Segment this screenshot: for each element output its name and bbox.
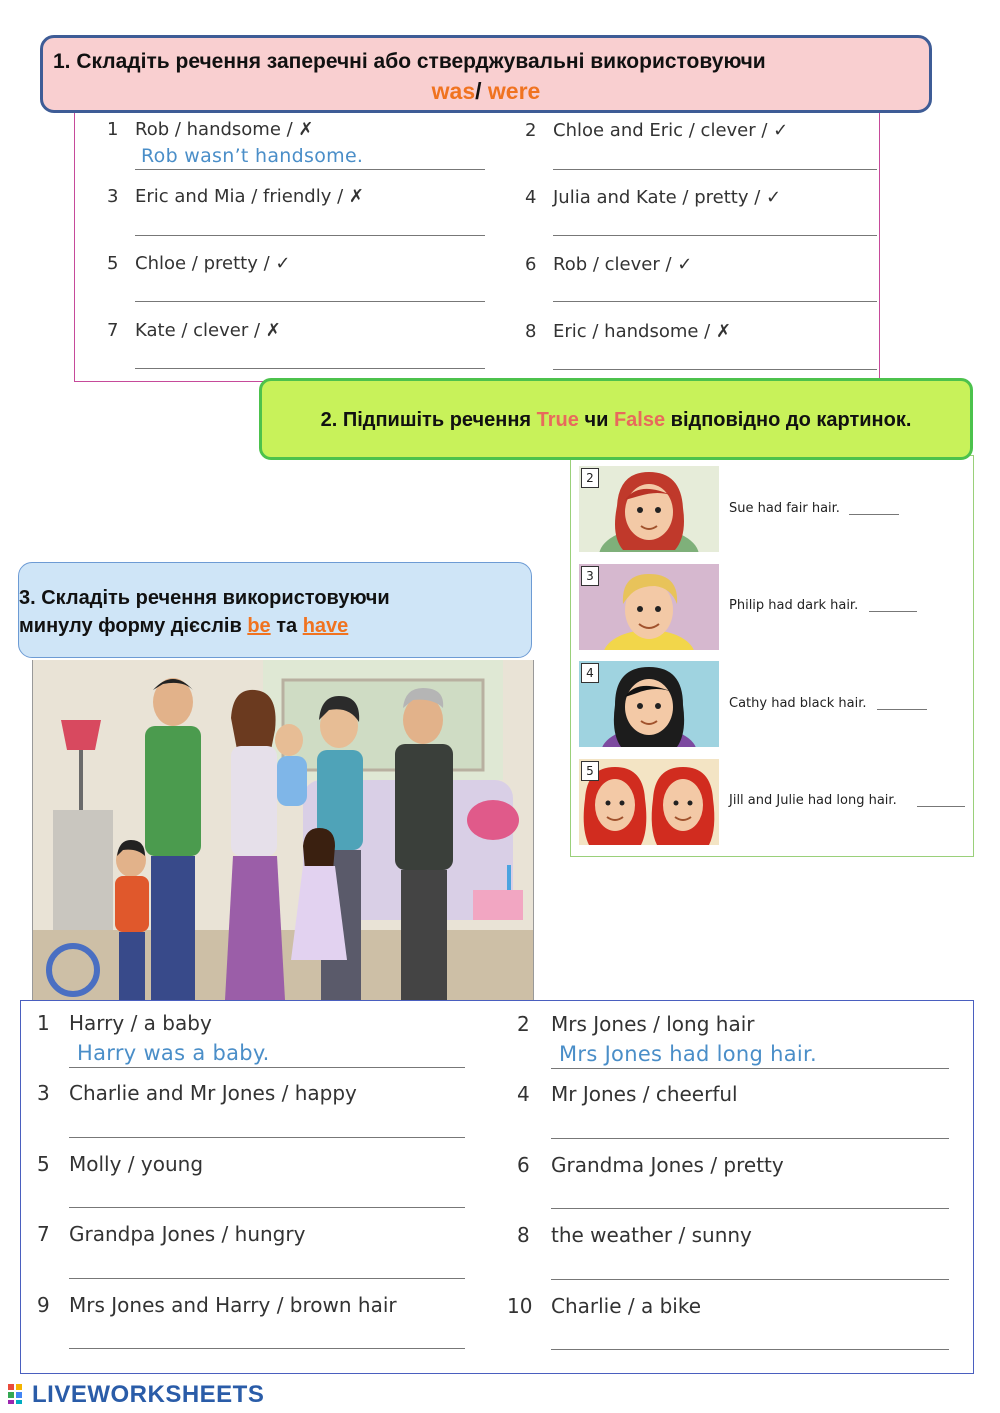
exercise1-verbs: was/ were xyxy=(431,78,541,104)
ex2-sentence-5: Jill and Julie had long hair. xyxy=(729,793,897,808)
logo-mark-icon xyxy=(8,1383,30,1403)
ex1-item-6: 6 Rob / clever / ✓ xyxy=(525,254,693,275)
verb-be: be xyxy=(247,615,271,637)
pic-number-2: 2 xyxy=(581,468,599,488)
ex3-item-7: 7 Grandpa Jones / hungry xyxy=(37,1222,306,1246)
verb-were: were xyxy=(487,78,541,104)
ex1-answer-line-6[interactable] xyxy=(553,301,877,302)
exercise2-header xyxy=(259,378,973,460)
ex1-item-1: 1 Rob / handsome / ✗ xyxy=(107,119,314,140)
ex3-answer-line-2 xyxy=(551,1068,949,1069)
ex1-answer-line-2[interactable] xyxy=(553,169,877,170)
family-illustration xyxy=(32,660,534,1000)
ex3-item-4: 4 Mr Jones / cheerful xyxy=(517,1082,738,1106)
ex3-answer-line-5[interactable] xyxy=(69,1207,465,1208)
ex3-item-8: 8 the weather / sunny xyxy=(517,1223,752,1247)
ex3-item-1: 1 Harry / a baby xyxy=(37,1011,212,1035)
exercise3-title-line2: минулу форму дієслів be та have xyxy=(19,615,349,637)
word-true: True xyxy=(536,409,579,431)
ex1-answer-line-4[interactable] xyxy=(553,235,877,236)
exercise1-title: 1. Складіть речення заперечні або стверджувальні використовуючи xyxy=(53,50,766,73)
ex1-item-5: 5 Chloe / pretty / ✓ xyxy=(107,253,291,274)
ex3-answer-line-6[interactable] xyxy=(551,1208,949,1209)
ex1-item-7: 7 Kate / clever / ✗ xyxy=(107,320,281,341)
ex2-sentence-4: Cathy had black hair. xyxy=(729,696,867,711)
ex3-example-answer-2: Mrs Jones had long hair. xyxy=(559,1042,818,1066)
ex1-item-2: 2 Chloe and Eric / clever / ✓ xyxy=(525,120,789,141)
ex3-answer-line-8[interactable] xyxy=(551,1279,949,1280)
ex1-item-4: 4 Julia and Kate / pretty / ✓ xyxy=(525,187,782,208)
verb-was: was xyxy=(431,78,476,104)
ex3-item-10: 10 Charlie / a bike xyxy=(507,1294,702,1318)
ex1-example-answer: Rob wasn’t handsome. xyxy=(141,145,364,167)
ex1-answer-line-8[interactable] xyxy=(553,369,877,370)
exercise2-title: 2. Підпишіть речення True чи False відповідно до картинок. xyxy=(320,409,912,431)
logo-text: LIVEWORKSHEETS xyxy=(32,1381,265,1408)
portrait-jill-and-julie xyxy=(579,759,719,845)
ex1-answer-line-3[interactable] xyxy=(135,235,485,236)
portrait-philip xyxy=(579,564,719,650)
ex2-answer-line-4[interactable] xyxy=(877,709,927,710)
ex2-sentence-3: Philip had dark hair. xyxy=(729,598,859,613)
ex1-item-8: 8 Eric / handsome / ✗ xyxy=(525,321,732,342)
pic-number-3: 3 xyxy=(581,566,599,586)
ex3-item-2: 2 Mrs Jones / long hair xyxy=(517,1012,755,1036)
ex3-example-answer-1: Harry was a baby. xyxy=(77,1041,270,1065)
ex1-answer-line-5[interactable] xyxy=(135,301,485,302)
exercise2-panel xyxy=(570,455,974,857)
ex3-answer-line-3[interactable] xyxy=(69,1137,465,1138)
ex2-answer-line-3[interactable] xyxy=(869,611,917,612)
exercise3-header xyxy=(18,562,532,658)
verb-have: have xyxy=(302,615,349,637)
ex3-item-6: 6 Grandma Jones / pretty xyxy=(517,1153,784,1177)
liveworksheets-logo[interactable] xyxy=(8,1381,264,1409)
exercise3-title-line1: 3. Складіть речення використовуючи xyxy=(19,587,390,609)
exercise3-panel xyxy=(20,1000,974,1374)
exercise1-header xyxy=(40,35,932,113)
pic-number-4: 4 xyxy=(581,663,599,683)
ex2-answer-line-5[interactable] xyxy=(917,806,965,807)
ex3-answer-line-7[interactable] xyxy=(69,1278,465,1279)
portrait-cathy xyxy=(579,661,719,747)
ex1-answer-line-1 xyxy=(135,169,485,170)
exercise1-panel xyxy=(74,100,880,382)
portrait-sue xyxy=(579,466,719,552)
ex2-sentence-2: Sue had fair hair. xyxy=(729,501,840,516)
ex3-item-9: 9 Mrs Jones and Harry / brown hair xyxy=(37,1293,397,1317)
ex3-answer-line-10[interactable] xyxy=(551,1349,949,1350)
word-false: False xyxy=(613,409,666,431)
ex1-item-3: 3 Eric and Mia / friendly / ✗ xyxy=(107,186,364,207)
ex3-answer-line-4[interactable] xyxy=(551,1138,949,1139)
ex3-item-3: 3 Charlie and Mr Jones / happy xyxy=(37,1081,357,1105)
ex2-answer-line-2[interactable] xyxy=(849,514,899,515)
ex1-answer-line-7[interactable] xyxy=(135,368,485,369)
pic-number-5: 5 xyxy=(581,761,599,781)
ex3-answer-line-1 xyxy=(69,1067,465,1068)
ex3-item-5: 5 Molly / young xyxy=(37,1152,204,1176)
ex3-answer-line-9[interactable] xyxy=(69,1348,465,1349)
